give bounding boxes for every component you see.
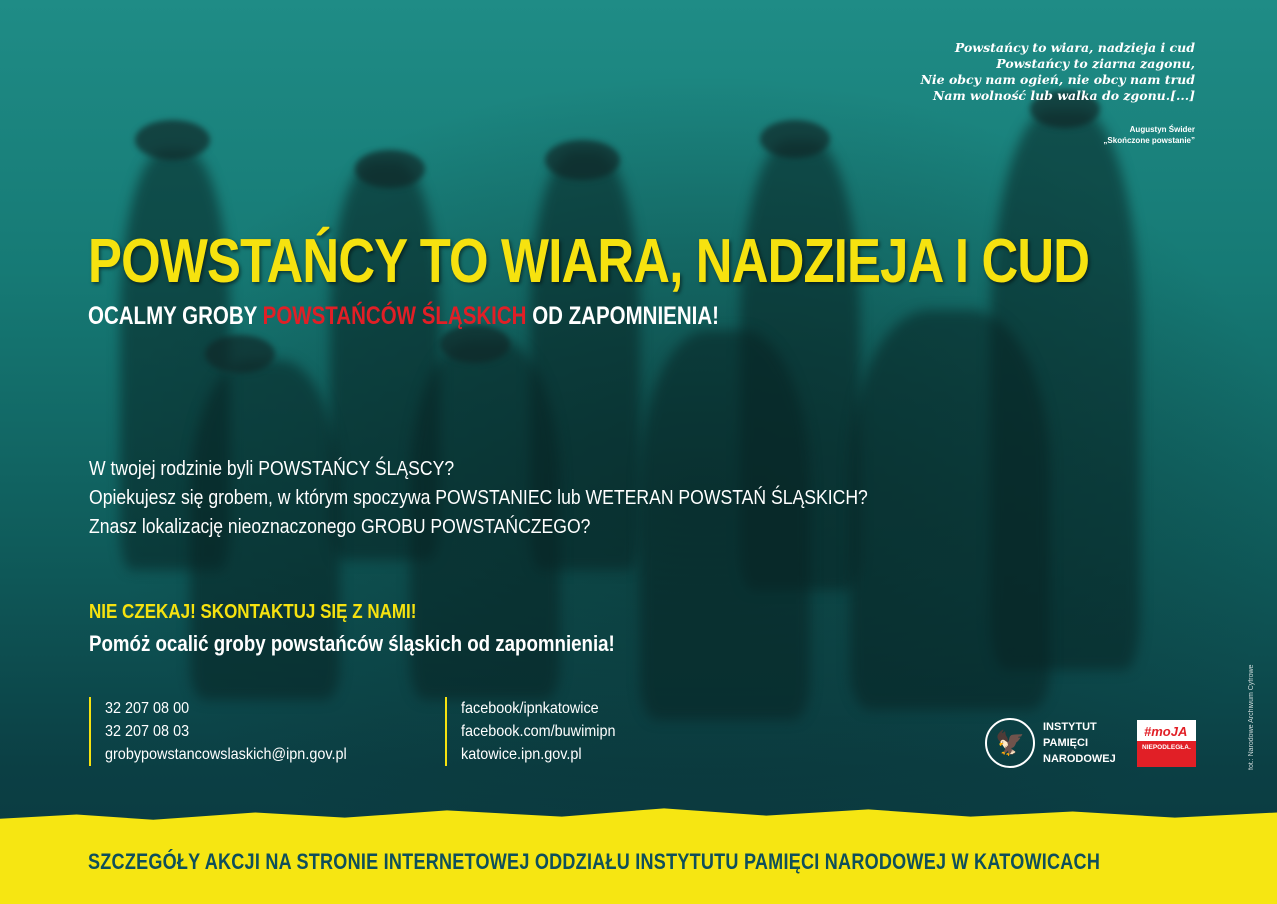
contact-block (89, 697, 374, 766)
quote-line: Powstańcy to ziarna zagonu, (996, 56, 1195, 71)
facebook-link-ipn[interactable]: facebook/ipnkatowice (461, 700, 599, 717)
question: W twojej rodzinie byli POWSTAŃCY ŚLĄSCY? (89, 458, 455, 480)
phone-2[interactable]: 32 207 08 03 (105, 723, 190, 740)
photo-credit: fot.: Narodowe Archiwum Cyfrowe (1248, 664, 1255, 770)
subtitle-highlight: POWSTAŃCÓW ŚLĄSKICH (262, 302, 527, 330)
website-link[interactable]: katowice.ipn.gov.pl (461, 746, 582, 763)
quote-line: Nam wolność lub walka do zgonu.[...] (932, 88, 1195, 103)
subtitle-part: OCALMY GROBY (88, 302, 263, 330)
moja-text: NIEPODLEGŁA. (1142, 744, 1191, 751)
quote-line: Powstańcy to wiara, nadzieja i cud (954, 40, 1195, 55)
poem-quote (920, 40, 1195, 104)
eagle-seal-icon: 🦅 (985, 718, 1035, 768)
social-block (445, 697, 633, 766)
email-link[interactable]: grobypowstancowslaskich@ipn.gov.pl (105, 746, 347, 763)
quote-author: Augustyn Świder (1129, 125, 1195, 134)
ipn-line: NARODOWEJ (1043, 753, 1116, 765)
footer-text: SZCZEGÓŁY AKCJI NA STRONIE INTERNETOWEJ ODDZIAŁU INSTYTUTU PAMIĘCI NARODOWEJ W KATOWICACH (88, 849, 1101, 874)
subtitle (88, 302, 719, 331)
ipn-line: INSTYTUT (1043, 721, 1097, 733)
subtitle-part: OD ZAPOMNIENIA! (526, 302, 719, 330)
ipn-line: PAMIĘCI (1043, 737, 1089, 749)
main-title: POWSTAŃCY TO WIARA, NADZIEJA I CUD (88, 227, 1090, 296)
phone-1[interactable]: 32 207 08 00 (105, 700, 190, 717)
cta-headline: NIE CZEKAJ! SKONTAKTUJ SIĘ Z NAMI! (89, 601, 417, 623)
quote-line: Nie obcy nam ogień, nie obcy nam trud (920, 72, 1195, 87)
moja-niepodlegla-logo (1137, 720, 1196, 767)
question: Opiekujesz się grobem, w którym spoczywa POWSTANIEC lub WETERAN POWSTAŃ ŚLĄSKICH? (89, 487, 868, 509)
quote-work: „Skończone powstanie” (1103, 136, 1195, 145)
moja-hashtag: #moJA (1144, 724, 1188, 739)
facebook-link-buwim[interactable]: facebook.com/buwimipn (461, 723, 616, 740)
question: Znasz lokalizację nieoznaczonego GROBU POWSTAŃCZEGO? (89, 516, 591, 538)
quote-attribution (1103, 124, 1195, 146)
cta-text: Pomóż ocalić groby powstańców śląskich od zapomnienia! (89, 631, 615, 656)
ipn-logo (985, 718, 1116, 768)
questions (89, 455, 868, 542)
